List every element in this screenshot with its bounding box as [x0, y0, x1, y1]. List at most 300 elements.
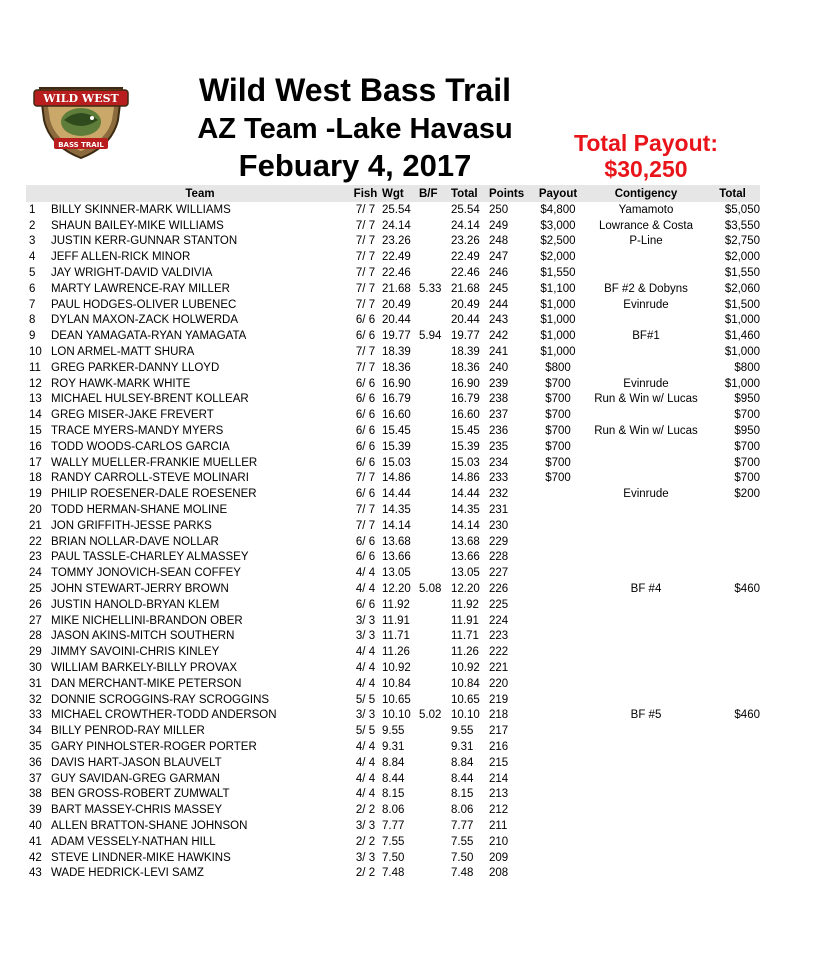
- table-row: [26, 786, 760, 802]
- col-points-header: Points: [489, 187, 525, 200]
- total-weight-cell: 9.31: [451, 740, 474, 753]
- big-fish-cell: [419, 234, 451, 250]
- big-fish-cell: [419, 455, 451, 471]
- fish-cell: 6/ 6: [355, 535, 376, 548]
- team-cell: WADE HEDRICK-LEVI SAMZ: [51, 867, 204, 880]
- contingency-cell: Evinrude: [623, 298, 669, 311]
- total-weight-cell: 24.14: [451, 219, 480, 232]
- points-cell: 228: [489, 551, 509, 564]
- weight-cell: 11.91: [382, 614, 410, 627]
- table-row: [26, 723, 760, 739]
- big-fish-cell: [419, 376, 451, 392]
- payout-cell: [529, 771, 587, 787]
- team-cell: ALLEN BRATTON-SHANE JOHNSON: [51, 819, 248, 832]
- points-cell: 215: [489, 756, 509, 769]
- grand-total-cell: [705, 676, 760, 692]
- points-cell: 217: [489, 725, 509, 738]
- grand-total-cell: [705, 644, 760, 660]
- grand-total-cell: $1,460: [724, 330, 760, 343]
- weight-cell: 9.55: [382, 725, 405, 738]
- rank-cell: 42: [29, 851, 42, 864]
- payout-cell: [529, 597, 587, 613]
- total-weight-cell: 7.77: [451, 819, 474, 832]
- fish-cell: 6/ 6: [355, 314, 376, 327]
- payout-cell: [529, 708, 587, 724]
- points-cell: 218: [489, 709, 509, 722]
- total-weight-cell: 8.15: [451, 788, 474, 801]
- weight-cell: 13.66: [382, 551, 411, 564]
- rank-cell: 19: [29, 488, 42, 501]
- total-weight-cell: 18.36: [451, 361, 480, 374]
- rank-cell: 43: [29, 867, 42, 880]
- total-weight-cell: 9.55: [451, 725, 474, 738]
- weight-cell: 16.60: [382, 409, 411, 422]
- table-row: [26, 249, 760, 265]
- weight-cell: 15.39: [382, 440, 411, 453]
- fish-cell: 7/ 7: [355, 219, 376, 232]
- weight-cell: 10.84: [382, 677, 411, 690]
- rank-cell: 8: [29, 314, 36, 327]
- contingency-cell: Evinrude: [623, 488, 669, 501]
- contingency-cell: [587, 644, 705, 660]
- event-date: Febuary 4, 2017: [238, 148, 472, 183]
- contingency-cell: [587, 249, 705, 265]
- rank-cell: 28: [29, 630, 42, 643]
- weight-cell: 7.48: [382, 867, 405, 880]
- points-cell: 211: [489, 819, 508, 832]
- table-row: [26, 834, 760, 850]
- page-title: Wild West Bass Trail: [198, 72, 512, 108]
- table-row: [26, 534, 760, 550]
- total-weight-cell: 8.84: [451, 756, 474, 769]
- rank-cell: 18: [29, 472, 42, 485]
- contingency-cell: Lowrance & Costa: [599, 219, 693, 232]
- weight-cell: 11.92: [382, 598, 410, 611]
- big-fish-cell: [419, 265, 451, 281]
- weight-cell: 8.15: [382, 788, 405, 801]
- points-cell: 229: [489, 535, 509, 548]
- fish-cell: 6/ 6: [355, 456, 376, 469]
- weight-cell: 14.44: [382, 488, 411, 501]
- big-fish-cell: [419, 755, 451, 771]
- contingency-cell: [587, 313, 705, 329]
- rank-cell: 11: [29, 361, 41, 374]
- grand-total-cell: $800: [734, 361, 760, 374]
- table-row: [26, 265, 760, 281]
- contingency-cell: [587, 534, 705, 550]
- contingency-cell: [587, 865, 705, 881]
- table-row: [26, 471, 760, 487]
- payout-cell: $800: [545, 361, 571, 374]
- grand-total-cell: $460: [734, 709, 760, 722]
- rank-cell: 14: [29, 409, 42, 422]
- points-cell: 234: [489, 456, 509, 469]
- grand-total-cell: $1,000: [724, 314, 760, 327]
- contingency-cell: BF #2 & Dobyns: [604, 282, 688, 295]
- contingency-cell: Run & Win w/ Lucas: [594, 393, 698, 406]
- col-contingency-header: Contigency: [614, 187, 678, 200]
- payout-cell: [529, 660, 587, 676]
- total-weight-cell: 10.92: [451, 662, 480, 674]
- grand-total-cell: [705, 502, 760, 518]
- big-fish-cell: [419, 865, 451, 881]
- total-weight-cell: 18.39: [451, 346, 480, 359]
- grand-total-cell: [705, 786, 760, 802]
- contingency-cell: BF #4: [630, 583, 662, 596]
- col-grand-total-header: Total: [719, 187, 746, 200]
- big-fish-cell: [419, 802, 451, 818]
- team-cell: PAUL HODGES-OLIVER LUBENEC: [51, 298, 237, 311]
- total-weight-cell: 20.49: [451, 298, 480, 311]
- grand-total-cell: [705, 802, 760, 818]
- payout-cell: [529, 692, 587, 708]
- rank-cell: 6: [29, 282, 36, 295]
- payout-cell: $2,000: [540, 251, 576, 264]
- team-cell: ADAM VESSELY-NATHAN HILL: [51, 835, 216, 848]
- table-row: [26, 755, 760, 771]
- big-fish-cell: 5.94: [419, 330, 442, 343]
- weight-cell: 14.14: [382, 519, 411, 532]
- team-cell: TODD WOODS-CARLOS GARCIA: [51, 440, 230, 453]
- fish-cell: 4/ 4: [355, 583, 376, 596]
- total-weight-cell: 11.91: [451, 614, 479, 627]
- grand-total-cell: $1,550: [724, 267, 760, 280]
- big-fish-cell: [419, 834, 451, 850]
- table-row: [26, 234, 760, 250]
- team-cell: JEFF ALLEN-RICK MINOR: [51, 251, 191, 264]
- table-row: [26, 344, 760, 360]
- weight-cell: 20.44: [382, 314, 411, 327]
- fish-cell: 4/ 4: [355, 662, 376, 674]
- table-row: [26, 676, 760, 692]
- svg-text:WILD WEST: WILD WEST: [43, 92, 119, 105]
- team-cell: WALLY MUELLER-FRANKIE MUELLER: [51, 456, 258, 469]
- points-cell: 247: [489, 251, 509, 264]
- results-body: [26, 202, 760, 881]
- grand-total-cell: [705, 692, 760, 708]
- grand-total-cell: $3,550: [724, 219, 760, 232]
- contingency-cell: [587, 755, 705, 771]
- big-fish-cell: [419, 502, 451, 518]
- weight-cell: 25.54: [382, 203, 411, 216]
- grand-total-cell: [705, 518, 760, 534]
- big-fish-cell: [419, 313, 451, 329]
- points-cell: 250: [489, 203, 509, 216]
- weight-cell: 10.10: [382, 709, 411, 722]
- table-row: [26, 771, 760, 787]
- rank-cell: 7: [29, 298, 36, 311]
- fish-cell: 7/ 7: [355, 267, 376, 280]
- team-cell: GARY PINHOLSTER-ROGER PORTER: [51, 740, 257, 753]
- points-cell: 219: [489, 693, 509, 706]
- total-weight-cell: 14.14: [451, 519, 480, 532]
- col-wgt-header: Wgt: [382, 187, 404, 200]
- points-cell: 230: [489, 519, 509, 532]
- fish-cell: 3/ 3: [355, 630, 376, 643]
- fish-cell: 6/ 6: [355, 377, 376, 390]
- table-row: [26, 439, 760, 455]
- grand-total-cell: [705, 739, 760, 755]
- svg-text:BASS TRAIL: BASS TRAIL: [58, 141, 104, 149]
- contingency-cell: [587, 771, 705, 787]
- table-row: [26, 708, 760, 724]
- rank-cell: 39: [29, 804, 42, 817]
- payout-cell: [529, 629, 587, 645]
- payout-cell: $1,100: [540, 282, 576, 295]
- table-row: [26, 565, 760, 581]
- contingency-cell: [587, 802, 705, 818]
- grand-total-cell: [705, 723, 760, 739]
- total-weight-cell: 7.48: [451, 867, 474, 880]
- weight-cell: 18.39: [382, 346, 411, 359]
- total-weight-cell: 15.03: [451, 456, 480, 469]
- points-cell: 237: [489, 409, 509, 422]
- grand-total-cell: $460: [734, 583, 760, 596]
- points-cell: 226: [489, 583, 509, 596]
- rank-cell: 3: [29, 235, 36, 248]
- contingency-cell: [587, 597, 705, 613]
- payout-cell: [529, 550, 587, 566]
- contingency-cell: [587, 739, 705, 755]
- contingency-cell: BF#1: [632, 330, 660, 343]
- payout-cell: $3,000: [540, 219, 576, 232]
- contingency-cell: [587, 502, 705, 518]
- rank-cell: 35: [29, 740, 42, 753]
- team-cell: JUSTIN HANOLD-BRYAN KLEM: [51, 598, 220, 611]
- big-fish-cell: [419, 471, 451, 487]
- total-weight-cell: 23.26: [451, 235, 480, 248]
- rank-cell: 13: [29, 393, 42, 406]
- payout-cell: $1,000: [540, 314, 576, 327]
- big-fish-cell: [419, 739, 451, 755]
- points-cell: 221: [489, 662, 509, 674]
- payout-cell: $700: [545, 377, 571, 390]
- grand-total-cell: [705, 660, 760, 676]
- fish-cell: 4/ 4: [355, 567, 376, 580]
- points-cell: 244: [489, 298, 509, 311]
- table-row: [26, 202, 760, 218]
- payout-cell: [529, 486, 587, 502]
- rank-cell: 41: [29, 835, 42, 848]
- rank-cell: 10: [29, 346, 42, 359]
- weight-cell: 14.35: [382, 504, 411, 517]
- big-fish-cell: [419, 518, 451, 534]
- team-cell: MICHAEL HULSEY-BRENT KOLLEAR: [51, 393, 249, 406]
- rank-cell: 27: [29, 614, 42, 627]
- total-weight-cell: 7.55: [451, 835, 474, 848]
- contingency-cell: Run & Win w/ Lucas: [594, 425, 698, 438]
- fish-cell: 6/ 6: [355, 598, 376, 611]
- team-cell: BILLY SKINNER-MARK WILLIAMS: [51, 203, 231, 216]
- weight-cell: 22.49: [382, 251, 411, 264]
- table-row: [26, 455, 760, 471]
- rank-cell: 31: [29, 677, 42, 690]
- weight-cell: 24.14: [382, 219, 411, 232]
- total-weight-cell: 10.10: [451, 709, 480, 722]
- table-row: [26, 281, 760, 297]
- payout-cell: [529, 565, 587, 581]
- payout-cell: $2,500: [540, 235, 576, 248]
- total-payout-label: Total Payout:: [574, 130, 718, 156]
- rank-cell: 29: [29, 646, 42, 659]
- payout-cell: [529, 802, 587, 818]
- big-fish-cell: 5.02: [419, 709, 442, 722]
- points-cell: 245: [489, 282, 509, 295]
- rank-cell: 38: [29, 788, 42, 801]
- contingency-cell: [587, 818, 705, 834]
- points-cell: 243: [489, 314, 509, 327]
- rank-cell: 20: [29, 504, 42, 517]
- fish-cell: 6/ 6: [355, 330, 376, 343]
- total-weight-cell: 22.49: [451, 251, 480, 264]
- points-cell: 240: [489, 361, 509, 374]
- big-fish-cell: [419, 660, 451, 676]
- table-row: [26, 407, 760, 423]
- rank-cell: 37: [29, 772, 42, 785]
- contingency-cell: [587, 723, 705, 739]
- table-row: [26, 865, 760, 881]
- weight-cell: 15.45: [382, 425, 411, 438]
- grand-total-cell: [705, 771, 760, 787]
- fish-cell: 7/ 7: [355, 361, 376, 374]
- rank-cell: 12: [29, 377, 42, 390]
- fish-cell: 6/ 6: [355, 551, 376, 564]
- payout-cell: [529, 865, 587, 881]
- rank-cell: 15: [29, 425, 42, 438]
- team-cell: GREG MISER-JAKE FREVERT: [51, 409, 214, 422]
- table-row: [26, 297, 760, 313]
- total-weight-cell: 21.68: [451, 282, 480, 295]
- big-fish-cell: [419, 786, 451, 802]
- contingency-cell: [587, 471, 705, 487]
- big-fish-cell: [419, 392, 451, 408]
- big-fish-cell: [419, 644, 451, 660]
- grand-total-cell: [705, 534, 760, 550]
- fish-cell: 7/ 7: [355, 519, 376, 532]
- contingency-cell: P-Line: [629, 235, 663, 248]
- payout-cell: $1,000: [540, 346, 576, 359]
- total-weight-cell: 7.50: [451, 851, 474, 864]
- big-fish-cell: [419, 360, 451, 376]
- weight-cell: 13.05: [382, 567, 411, 580]
- rank-cell: 30: [29, 662, 42, 674]
- table-row: [26, 360, 760, 376]
- points-cell: 241: [489, 346, 509, 359]
- team-cell: LON ARMEL-MATT SHURA: [51, 346, 195, 359]
- points-cell: 246: [489, 267, 509, 280]
- payout-cell: [529, 739, 587, 755]
- points-cell: 248: [489, 235, 509, 248]
- weight-cell: 23.26: [382, 235, 411, 248]
- fish-cell: 3/ 3: [355, 819, 376, 832]
- table-row: [26, 629, 760, 645]
- total-weight-cell: 22.46: [451, 267, 480, 280]
- fish-cell: 6/ 6: [355, 393, 376, 406]
- fish-cell: 6/ 6: [355, 488, 376, 501]
- payout-cell: [529, 644, 587, 660]
- big-fish-cell: [419, 723, 451, 739]
- big-fish-cell: [419, 486, 451, 502]
- col-rank-header: [26, 185, 51, 202]
- team-cell: DAVIS HART-JASON BLAUVELT: [51, 756, 222, 769]
- team-cell: GREG PARKER-DANNY LLOYD: [51, 361, 220, 374]
- grand-total-cell: $1,000: [724, 377, 760, 390]
- total-weight-cell: 10.65: [451, 693, 480, 706]
- grand-total-cell: $1,500: [724, 298, 760, 311]
- table-row: [26, 218, 760, 234]
- fish-cell: 2/ 2: [355, 804, 376, 817]
- table-row: [26, 660, 760, 676]
- fish-cell: 5/ 5: [355, 725, 376, 738]
- total-weight-cell: 8.44: [451, 772, 474, 785]
- total-weight-cell: 8.06: [451, 804, 474, 817]
- grand-total-cell: [705, 850, 760, 866]
- contingency-cell: [587, 518, 705, 534]
- big-fish-cell: [419, 629, 451, 645]
- grand-total-cell: [705, 613, 760, 629]
- total-payout-value: $30,250: [604, 156, 688, 182]
- points-cell: 238: [489, 393, 509, 406]
- payout-cell: [529, 723, 587, 739]
- team-cell: MIKE NICHELLINI-BRANDON OBER: [51, 614, 243, 627]
- table-row: [26, 644, 760, 660]
- total-weight-cell: 15.39: [451, 440, 480, 453]
- rank-cell: 2: [29, 219, 36, 232]
- table-row: [26, 550, 760, 566]
- total-weight-cell: 12.20: [451, 583, 480, 596]
- points-cell: 224: [489, 614, 509, 627]
- rank-cell: 33: [29, 709, 42, 722]
- grand-total-cell: [705, 629, 760, 645]
- big-fish-cell: [419, 423, 451, 439]
- team-cell: JIMMY SAVOINI-CHRIS KINLEY: [51, 646, 220, 659]
- fish-cell: 3/ 3: [355, 709, 376, 722]
- team-cell: WILLIAM BARKELY-BILLY PROVAX: [51, 662, 237, 674]
- big-fish-cell: [419, 676, 451, 692]
- table-header-row: [26, 185, 760, 202]
- grand-total-cell: [705, 834, 760, 850]
- table-row: [26, 802, 760, 818]
- team-cell: DEAN YAMAGATA-RYAN YAMAGATA: [51, 330, 247, 343]
- total-weight-cell: 19.77: [451, 330, 480, 343]
- big-fish-cell: [419, 692, 451, 708]
- contingency-cell: [587, 360, 705, 376]
- team-cell: ROY HAWK-MARK WHITE: [51, 377, 191, 390]
- contingency-cell: [587, 613, 705, 629]
- contingency-cell: [587, 439, 705, 455]
- rank-cell: 26: [29, 598, 42, 611]
- points-cell: 214: [489, 772, 509, 785]
- table-row: [26, 613, 760, 629]
- team-cell: BART MASSEY-CHRIS MASSEY: [51, 804, 223, 817]
- team-cell: PHILIP ROESENER-DALE ROESENER: [51, 488, 257, 501]
- big-fish-cell: [419, 550, 451, 566]
- contingency-cell: BF #5: [630, 709, 662, 722]
- rank-cell: 4: [29, 251, 36, 264]
- payout-cell: $1,000: [540, 330, 576, 343]
- grand-total-cell: $700: [734, 409, 760, 422]
- rank-cell: 22: [29, 535, 42, 548]
- total-weight-cell: 25.54: [451, 203, 480, 216]
- total-weight-cell: 13.05: [451, 567, 480, 580]
- team-cell: JAY WRIGHT-DAVID VALDIVIA: [51, 267, 213, 280]
- total-weight-cell: 15.45: [451, 425, 480, 438]
- payout-cell: [529, 786, 587, 802]
- fish-cell: 4/ 4: [355, 740, 376, 753]
- points-cell: 239: [489, 377, 509, 390]
- rank-cell: 23: [29, 551, 42, 564]
- total-weight-cell: 10.84: [451, 677, 480, 690]
